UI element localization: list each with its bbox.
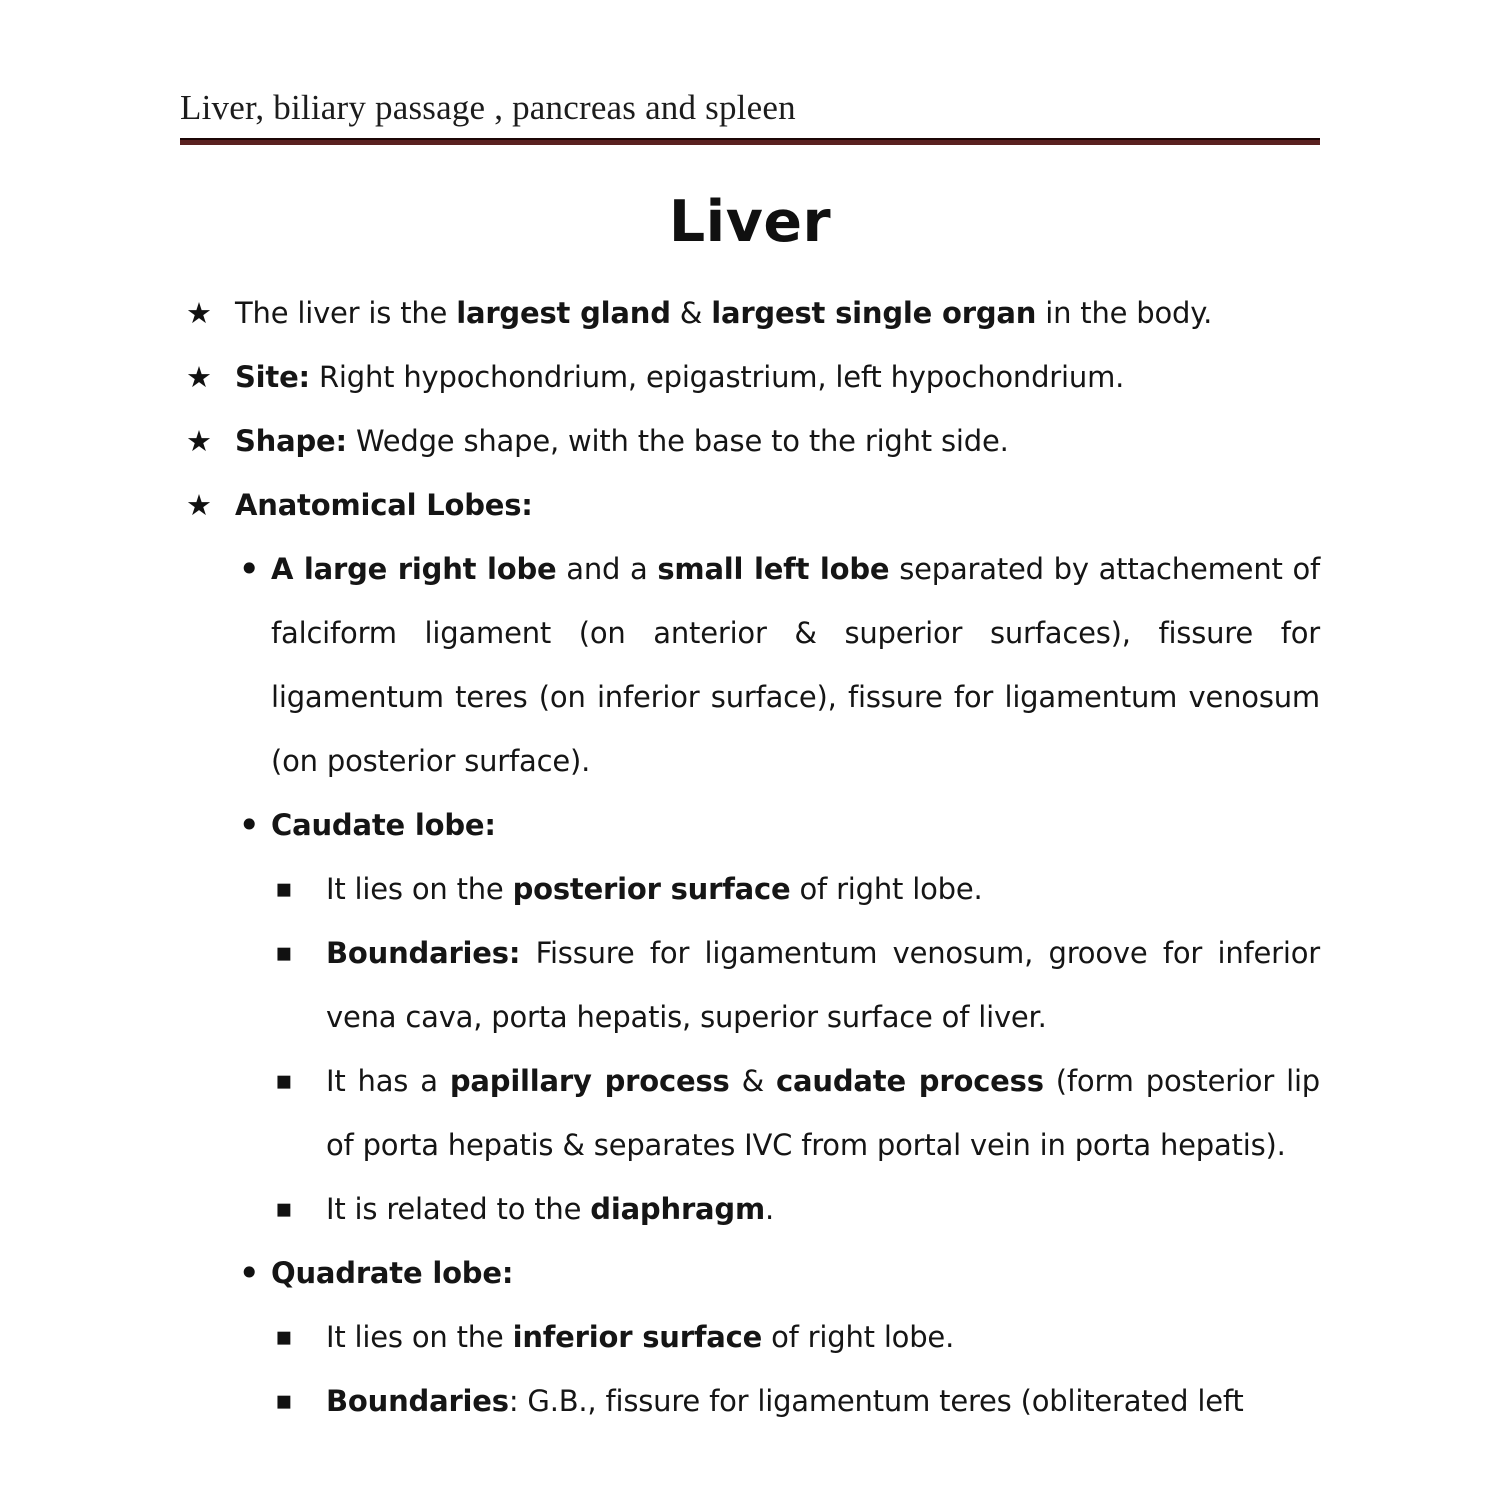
list-item xyxy=(180,281,1320,345)
bold-text-segment: inferior surface xyxy=(512,1320,763,1354)
list-item xyxy=(180,1049,1320,1177)
bold-text-segment: caudate process xyxy=(776,1064,1044,1098)
list-item xyxy=(180,793,1320,857)
bold-text-segment: Site: xyxy=(235,360,310,394)
square-bullet-marker: ▪ xyxy=(275,938,293,968)
star-bullet-marker: ★ xyxy=(186,424,212,458)
content-list xyxy=(180,281,1320,1433)
bold-text-segment: diaphragm xyxy=(590,1192,765,1226)
bold-text-segment: small left lobe xyxy=(657,552,890,586)
text-segment: separated by attachement of falciform ligament (on anterior & superior surfaces), fissure for ligamentum teres (on inferior surface), fissure for ligamentum venosum (on posterior surface). xyxy=(271,552,1320,778)
square-bullet-marker: ▪ xyxy=(275,1194,293,1224)
text-segment: It is related to the xyxy=(326,1192,591,1226)
bold-text-segment: Quadrate lobe: xyxy=(271,1256,514,1290)
item-text xyxy=(271,537,1320,793)
dot-bullet-marker: • xyxy=(238,803,261,847)
text-segment: and a xyxy=(556,552,658,586)
text-segment: : G.B., fissure for ligamentum teres (obliterated left xyxy=(508,1384,1244,1418)
text-segment: of right lobe. xyxy=(790,872,983,906)
item-text xyxy=(326,857,1320,921)
text-segment: Fissure for ligamentum venosum, groove for inferior vena cava, porta hepatis, superior surface of liver. xyxy=(326,936,1320,1034)
item-text xyxy=(326,1369,1320,1433)
text-segment: (form posterior lip of porta hepatis & separates IVC from portal vein in porta hepatis). xyxy=(326,1064,1321,1162)
bold-text-segment: largest gland xyxy=(456,296,671,330)
square-bullet-marker: ▪ xyxy=(275,1066,293,1096)
header-rule xyxy=(180,138,1320,145)
dot-bullet-marker: • xyxy=(238,547,261,591)
text-segment: It lies on the xyxy=(326,1320,513,1354)
star-bullet-marker: ★ xyxy=(186,296,212,330)
item-text xyxy=(235,473,1320,537)
item-text xyxy=(271,793,1320,857)
list-item xyxy=(180,1369,1320,1433)
bold-text-segment: Anatomical Lobes: xyxy=(235,488,533,522)
star-bullet-marker: ★ xyxy=(186,488,212,522)
bold-text-segment: papillary process xyxy=(449,1064,730,1098)
text-segment: Wedge shape, with the base to the right side. xyxy=(346,424,1009,458)
item-text xyxy=(326,1177,1320,1241)
bold-text-segment: Shape: xyxy=(235,424,347,458)
list-item xyxy=(180,1177,1320,1241)
item-text xyxy=(235,281,1320,345)
text-segment: Right hypochondrium, epigastrium, left hypochondrium. xyxy=(309,360,1125,394)
list-item xyxy=(180,409,1320,473)
page-header xyxy=(180,0,1320,145)
page-title: Liver xyxy=(668,189,832,255)
dot-bullet-marker: • xyxy=(238,1251,261,1295)
square-bullet-marker: ▪ xyxy=(275,1386,293,1416)
text-segment: . xyxy=(765,1192,775,1226)
square-bullet-marker: ▪ xyxy=(275,874,293,904)
text-segment: & xyxy=(670,296,712,330)
bold-text-segment: Boundaries xyxy=(326,1384,509,1418)
list-item xyxy=(180,1305,1320,1369)
list-item xyxy=(180,345,1320,409)
header-title: Liver, biliary passage , pancreas and spleen xyxy=(180,88,796,127)
bold-text-segment: largest single organ xyxy=(711,296,1037,330)
item-text xyxy=(326,1049,1320,1177)
item-text xyxy=(326,921,1320,1049)
item-text xyxy=(235,409,1320,473)
text-segment: of right lobe. xyxy=(762,1320,955,1354)
list-item xyxy=(180,537,1320,793)
item-text xyxy=(271,1241,1320,1305)
bold-text-segment: A large right lobe xyxy=(271,552,557,586)
item-text xyxy=(326,1305,1320,1369)
text-segment: The liver is the xyxy=(235,296,457,330)
list-item xyxy=(180,857,1320,921)
text-segment: It has a xyxy=(326,1064,450,1098)
bold-text-segment: posterior surface xyxy=(512,872,791,906)
star-bullet-marker: ★ xyxy=(186,360,212,394)
square-bullet-marker: ▪ xyxy=(275,1322,293,1352)
bold-text-segment: Boundaries: xyxy=(326,936,521,970)
list-item xyxy=(180,1241,1320,1305)
list-item xyxy=(180,921,1320,1049)
list-item xyxy=(180,473,1320,537)
text-segment: & xyxy=(729,1064,777,1098)
text-segment: It lies on the xyxy=(326,872,513,906)
item-text xyxy=(235,345,1320,409)
text-segment: in the body. xyxy=(1036,296,1213,330)
bold-text-segment: Caudate lobe: xyxy=(271,808,496,842)
